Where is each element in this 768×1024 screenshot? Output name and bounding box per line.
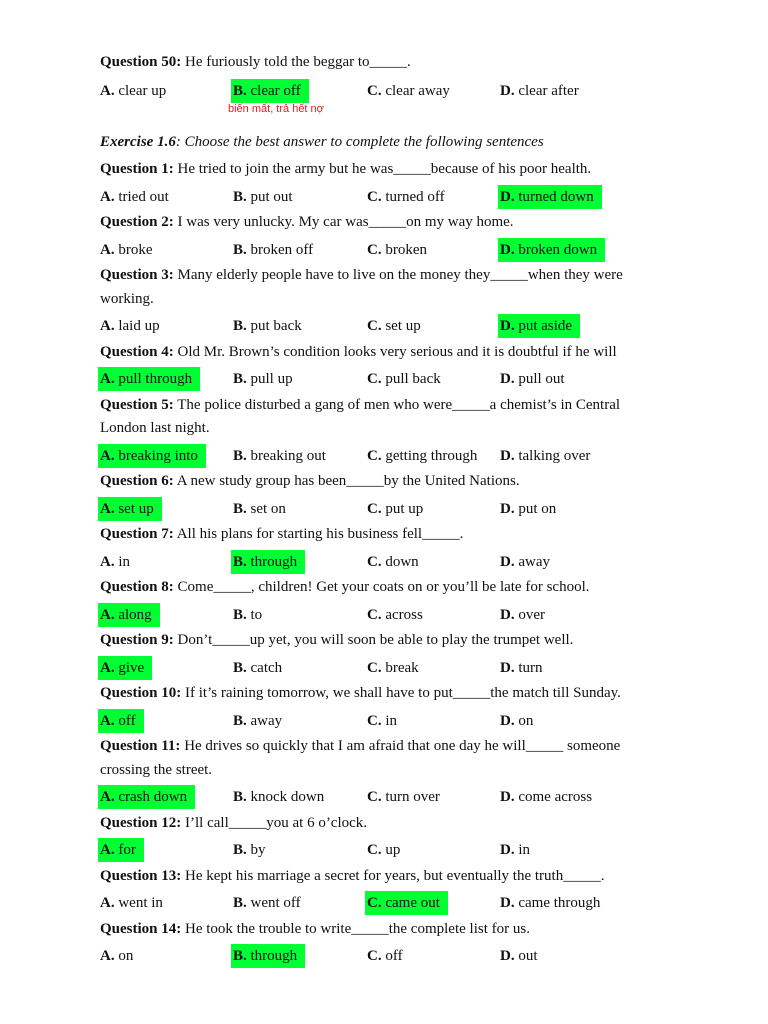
- answer-note: biến mất, trả hết nợ: [228, 103, 324, 115]
- question-4-option-b: B. pull up: [233, 371, 293, 387]
- question-stem: He furiously told the beggar to_____.: [181, 54, 411, 70]
- question-stem: He drives so quickly that I am afraid that one day he will_____ someone: [184, 738, 621, 754]
- question-5-option-d: D. talking over: [500, 448, 591, 464]
- question-label: Question 7:: [100, 526, 174, 542]
- question-1-option-a: A. tried out: [100, 189, 169, 205]
- question-9-option-a-answer: A. give: [98, 656, 152, 680]
- question-4-text: [100, 342, 660, 362]
- question-10-option-d: D. on: [500, 713, 534, 729]
- question-12-option-d: D. in: [500, 842, 531, 858]
- question-9-option-c: C. break: [367, 660, 419, 676]
- question-2-option-b: B. broken off: [233, 242, 314, 258]
- question-7-option-c: C. down: [367, 554, 419, 570]
- question-7-option-a: A. in: [100, 554, 131, 570]
- question-stem: working.: [100, 291, 154, 307]
- question-1-text: [100, 159, 660, 179]
- question-12-option-a-answer: A. for: [98, 838, 144, 862]
- question-5-option-a-answer: A. breaking into: [98, 444, 206, 468]
- question-label: Question 10:: [100, 685, 182, 701]
- question-9-text: [100, 630, 660, 650]
- question-7-text: [100, 524, 660, 544]
- question-13-option-b: B. went off: [233, 895, 301, 911]
- question-14-option-c: C. off: [367, 948, 403, 964]
- question-13-option-d: D. came through: [500, 895, 601, 911]
- question-6-option-a-answer: A. set up: [98, 497, 162, 521]
- question-8-option-a-answer: A. along: [98, 603, 160, 627]
- question-11-text: [100, 736, 660, 756]
- question-11-option-b: B. knock down: [233, 789, 325, 805]
- question-8-option-b: B. to: [233, 607, 263, 623]
- question-50-option-a: A. clear up: [100, 83, 167, 99]
- question-stem: He took the trouble to write_____the complete list for us.: [185, 921, 530, 937]
- question-5-option-b: B. breaking out: [233, 448, 326, 464]
- question-4-option-a-answer: A. pull through: [98, 367, 200, 391]
- question-7-option-d: D. away: [500, 554, 550, 570]
- question-11-option-a-answer: A. crash down: [98, 785, 195, 809]
- question-50-option-b-answer: B. clear off: [231, 79, 309, 103]
- question-label: Question 5:: [100, 397, 174, 413]
- question-13-text: [100, 866, 660, 886]
- question-stem: Don’t_____up yet, you will soon be able to play the trumpet well.: [177, 632, 574, 648]
- question-label: Question 50:: [100, 54, 182, 70]
- question-11-text: [100, 760, 660, 780]
- question-label: Question 6:: [100, 473, 174, 489]
- question-3-option-c: C. set up: [367, 318, 421, 334]
- question-12-option-c: C. up: [367, 842, 401, 858]
- question-2-option-c: C. broken: [367, 242, 427, 258]
- question-50-option-c: C. clear away: [367, 83, 450, 99]
- question-2-option-d-answer: D. broken down: [498, 238, 605, 262]
- question-1-option-b: B. put out: [233, 189, 293, 205]
- question-12-text: [100, 813, 660, 833]
- question-7-option-b-answer: B. through: [231, 550, 305, 574]
- question-label: Question 2:: [100, 214, 174, 230]
- question-label: Question 1:: [100, 161, 174, 177]
- question-8-option-d: D. over: [500, 607, 545, 623]
- question-10-option-c: C. in: [367, 713, 398, 729]
- question-1-option-d-answer: D. turned down: [498, 185, 602, 209]
- question-11-option-c: C. turn over: [367, 789, 440, 805]
- question-14-option-b-answer: B. through: [231, 944, 305, 968]
- question-label: Question 3:: [100, 267, 174, 283]
- question-3-option-d-answer: D. put aside: [498, 314, 580, 338]
- question-8-option-c: C. across: [367, 607, 423, 623]
- question-stem: A new study group has been_____by the United Nations.: [176, 473, 520, 489]
- question-stem: The police disturbed a gang of men who were_____a chemist’s in Central: [177, 397, 621, 413]
- question-2-option-a: A. broke: [100, 242, 153, 258]
- question-stem: I’ll call_____you at 6 o’clock.: [185, 815, 368, 831]
- question-5-option-c: C. getting through: [367, 448, 478, 464]
- question-6-option-b: B. set on: [233, 501, 286, 517]
- question-5-text: [100, 395, 660, 415]
- question-10-option-a-answer: A. off: [98, 709, 144, 733]
- question-2-text: [100, 212, 660, 232]
- question-5-text: [100, 418, 660, 438]
- question-10-text: [100, 683, 660, 703]
- question-14-option-a: A. on: [100, 948, 134, 964]
- question-50-text: [100, 52, 660, 72]
- question-50-option-d: D. clear after: [500, 83, 579, 99]
- question-label: Question 12:: [100, 815, 182, 831]
- question-14-option-d: D. out: [500, 948, 538, 964]
- question-10-option-b: B. away: [233, 713, 283, 729]
- question-3-text: [100, 289, 660, 309]
- question-stem: I was very unlucky. My car was_____on my way home.: [177, 214, 514, 230]
- question-stem: London last night.: [100, 420, 210, 436]
- question-14-text: [100, 919, 660, 939]
- question-label: Question 13:: [100, 868, 182, 884]
- question-stem: Old Mr. Brown’s condition looks very serious and it is doubtful if he will: [177, 344, 617, 360]
- question-label: Question 4:: [100, 344, 174, 360]
- question-label: Question 8:: [100, 579, 174, 595]
- question-6-text: [100, 471, 660, 491]
- question-6-option-c: C. put up: [367, 501, 424, 517]
- question-3-text: [100, 265, 660, 285]
- question-stem: Come_____, children! Get your coats on or you’ll be late for school.: [177, 579, 590, 595]
- question-label: Question 9:: [100, 632, 174, 648]
- question-11-option-d: D. come across: [500, 789, 593, 805]
- question-9-option-b: B. catch: [233, 660, 283, 676]
- exercise-heading: Exercise 1.6: Choose the best answer to complete the following sentences: [100, 134, 544, 150]
- question-8-text: [100, 577, 660, 597]
- question-stem: He kept his marriage a secret for years, but eventually the truth_____.: [185, 868, 605, 884]
- question-stem: crossing the street.: [100, 762, 213, 778]
- question-stem: Many elderly people have to live on the money they_____when they were: [177, 267, 623, 283]
- question-13-option-a: A. went in: [100, 895, 163, 911]
- question-stem: If it’s raining tomorrow, we shall have to put_____the match till Sunday.: [185, 685, 621, 701]
- question-3-option-b: B. put back: [233, 318, 302, 334]
- question-1-option-c: C. turned off: [367, 189, 445, 205]
- question-label: Question 11:: [100, 738, 181, 754]
- question-12-option-b: B. by: [233, 842, 266, 858]
- question-label: Question 14:: [100, 921, 182, 937]
- question-6-option-d: D. put on: [500, 501, 557, 517]
- question-stem: All his plans for starting his business fell_____.: [176, 526, 464, 542]
- question-4-option-c: C. pull back: [367, 371, 441, 387]
- question-3-option-a: A. laid up: [100, 318, 160, 334]
- question-9-option-d: D. turn: [500, 660, 543, 676]
- question-stem: He tried to join the army but he was_____because of his poor health.: [177, 161, 592, 177]
- question-4-option-d: D. pull out: [500, 371, 565, 387]
- question-13-option-c-answer: C. came out: [365, 891, 448, 915]
